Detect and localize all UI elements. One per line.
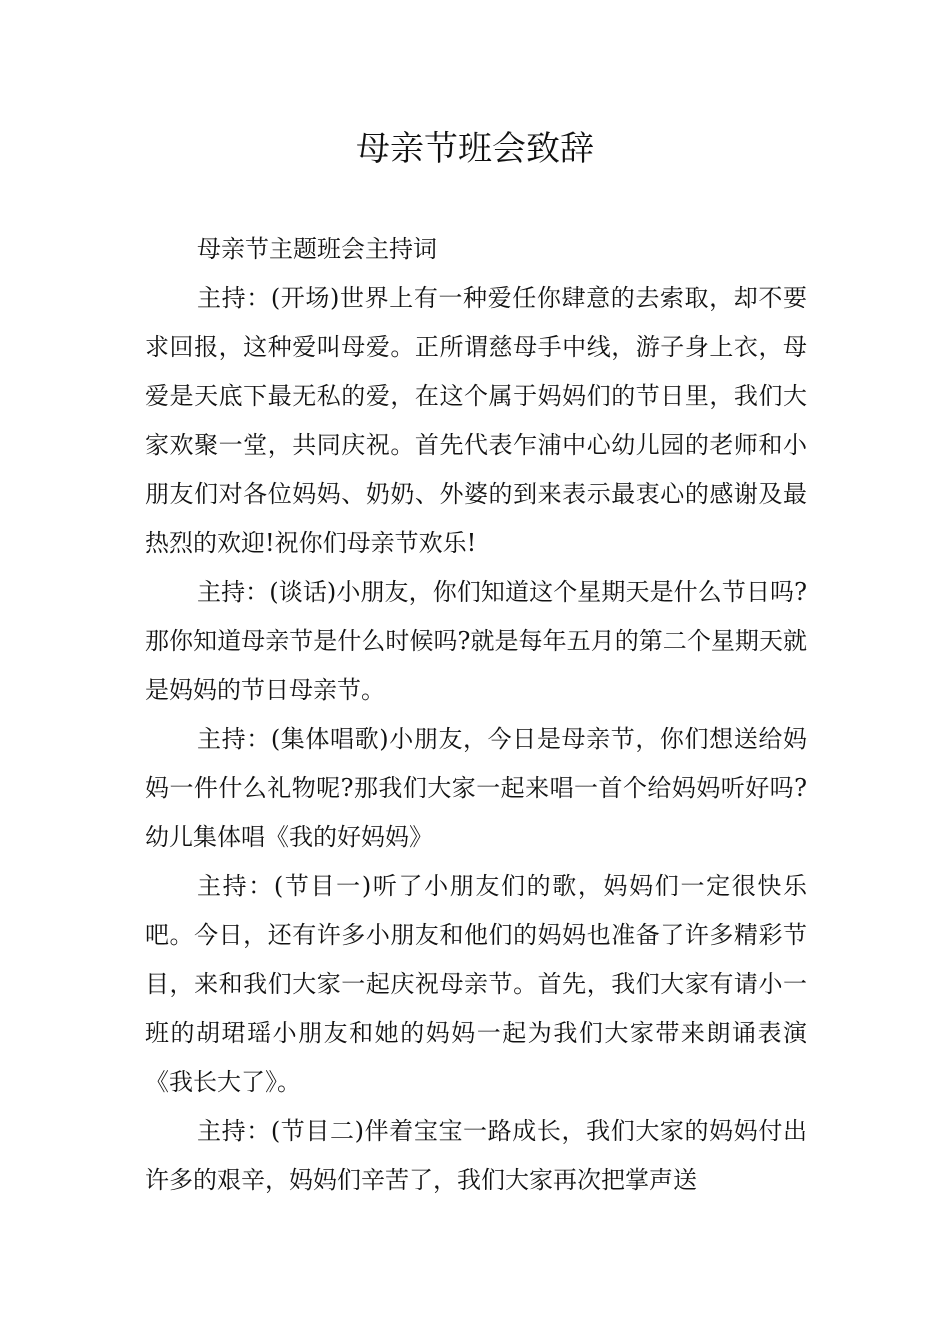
paragraph-talk: 主持：(谈话)小朋友，你们知道这个星期天是什么节日吗?那你知道母亲节是什么时候吗?就是每年五月的第二个星期天就是妈妈的节日母亲节。	[145, 578, 807, 704]
document-body	[145, 225, 807, 1205]
document-title: 母亲节班会致辞	[356, 129, 594, 169]
paragraph-group-singing: 主持：(集体唱歌)小朋友，今日是母亲节，你们想送给妈妈一件什么礼物呢?那我们大家一起来唱一首个给妈妈听好吗?幼儿集体唱《我的好妈妈》	[145, 725, 807, 851]
paragraph-program-two: 主持：(节目二)伴着宝宝一路成长，我们大家的妈妈付出许多的艰辛，妈妈们辛苦了，我们大家再次把掌声送	[145, 1117, 807, 1194]
paragraph-opening: 主持：(开场)世界上有一种爱任你肆意的去索取，却不要求回报，这种爱叫母爱。正所谓慈母手中线，游子身上衣，母爱是天底下最无私的爱，在这个属于妈妈们的节日里，我们大家欢聚一堂，共同庆祝。首先代表乍浦中心幼儿园的老师和小朋友们对各位妈妈、奶奶、外婆的到来表示最衷心的感谢及最热烈的欢迎!祝你们母亲节欢乐!	[145, 284, 807, 557]
paragraph-subtitle: 母亲节主题班会主持词	[197, 235, 437, 263]
paragraph-program-one: 主持：(节目一)听了小朋友们的歌，妈妈们一定很快乐吧。今日，还有许多小朋友和他们的妈妈也准备了许多精彩节目，来和我们大家一起庆祝母亲节。首先，我们大家有请小一班的胡珺瑶小朋友和她的妈妈一起为我们大家带来朗诵表演《我长大了》。	[145, 872, 807, 1096]
